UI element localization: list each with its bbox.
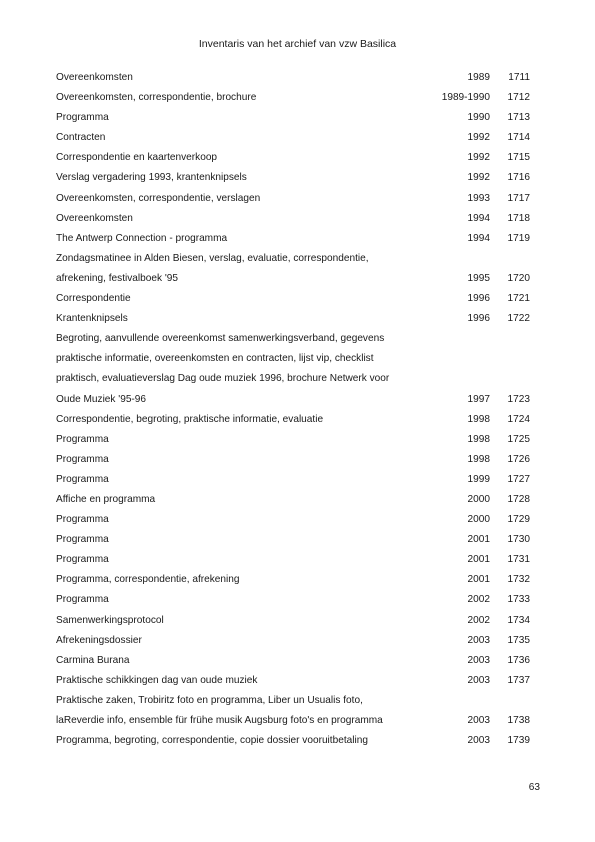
entry-description: Krantenknipsels <box>56 313 128 325</box>
entry-year: 2003 <box>467 674 490 686</box>
entry-description: Programma <box>56 594 109 606</box>
entry-line <box>56 313 530 333</box>
entry-line <box>56 253 530 273</box>
entry-inventory-number: 1722 <box>507 313 530 325</box>
entry-description: Programma <box>56 473 109 485</box>
entry-description: Programma <box>56 554 109 566</box>
entry-line <box>56 655 530 675</box>
inventory-entry <box>56 635 530 655</box>
inventory-entry <box>56 213 530 233</box>
entry-description: laReverdie info, ensemble für frühe musik Augsburg foto's en programma <box>56 715 383 726</box>
entry-line <box>56 474 530 494</box>
entry-year: 1998 <box>467 453 490 465</box>
entry-year: 1994 <box>467 232 490 244</box>
inventory-entry <box>56 514 530 534</box>
entry-description: afrekening, festivalboek '95 <box>56 272 179 284</box>
entry-inventory-number: 1714 <box>507 132 530 144</box>
entry-line <box>56 353 530 373</box>
entry-year: 2002 <box>467 614 490 626</box>
entry-line <box>56 132 530 152</box>
inventory-entry <box>56 193 530 213</box>
entry-inventory-number: 1724 <box>507 413 530 425</box>
inventory-entry <box>56 474 530 494</box>
entry-description: praktisch, evaluatieverslag Dag oude muziek 1996, brochure Netwerk voor <box>56 373 390 385</box>
entry-description: Carmina Burana <box>56 654 130 666</box>
entry-inventory-number: 1721 <box>507 293 530 305</box>
entry-description: Verslag vergadering 1993, krantenknipsels <box>56 172 247 184</box>
entry-inventory-number: 1719 <box>507 232 530 244</box>
entry-inventory-number: 1716 <box>507 172 530 184</box>
entry-description: Programma <box>56 453 109 465</box>
entry-year: 1993 <box>467 192 490 204</box>
entry-inventory-number: 1736 <box>507 654 530 666</box>
entry-year: 1994 <box>467 212 490 224</box>
entry-description: Overeenkomsten <box>56 212 133 224</box>
entry-description: Programma <box>56 112 109 124</box>
entry-line <box>56 293 530 313</box>
entry-description: The Antwerp Connection - programma <box>56 232 228 244</box>
entry-line <box>56 735 530 755</box>
entry-year: 1990 <box>467 112 490 124</box>
entry-line <box>56 193 530 213</box>
entry-inventory-number: 1739 <box>507 735 530 747</box>
entry-description: Zondagsmatinee in Alden Biesen, verslag, evaluatie, correspondentie, <box>56 252 369 264</box>
entry-year: 2003 <box>467 735 490 747</box>
entry-inventory-number: 1730 <box>507 534 530 546</box>
entry-description: Programma, correspondentie, afrekening <box>56 574 240 586</box>
entry-description: Programma <box>56 534 109 546</box>
inventory-entry <box>56 454 530 474</box>
entry-year: 1996 <box>467 313 490 325</box>
entry-description: Praktische schikkingen dag van oude muziek <box>56 674 258 686</box>
entry-inventory-number: 1717 <box>507 192 530 204</box>
inventory-entry <box>56 675 530 695</box>
entry-description: Correspondentie, begroting, praktische informatie, evaluatie <box>56 413 324 425</box>
entry-description: Overeenkomsten <box>56 72 133 83</box>
entry-description: Praktische zaken, Trobiritz foto en programma, Liber un Usualis foto, <box>56 694 363 706</box>
entry-description: Samenwerkingsprotocol <box>56 614 164 626</box>
entry-description: Programma, begroting, correspondentie, copie dossier vooruitbetaling <box>56 735 368 747</box>
inventory-entry <box>56 293 530 313</box>
entry-description: praktische informatie, overeenkomsten en contracten, lijst vip, checklist <box>56 353 374 365</box>
entry-inventory-number: 1718 <box>507 212 530 224</box>
entry-line <box>56 695 530 715</box>
entry-line <box>56 414 530 434</box>
entry-line <box>56 213 530 233</box>
entry-year: 2003 <box>467 715 490 726</box>
inventory-entry <box>56 172 530 192</box>
inventory-entry <box>56 333 530 413</box>
inventory-entry <box>56 233 530 253</box>
entry-line <box>56 434 530 454</box>
entry-inventory-number: 1734 <box>507 614 530 626</box>
entry-year: 1992 <box>467 172 490 184</box>
entry-year: 2000 <box>467 514 490 526</box>
entry-inventory-number: 1725 <box>507 433 530 445</box>
page-number: 63 <box>528 782 540 793</box>
entry-description: Correspondentie <box>56 293 131 305</box>
entry-line <box>56 152 530 172</box>
entry-line <box>56 333 530 353</box>
entry-year: 1989 <box>467 72 490 83</box>
entry-description: Begroting, aanvullende overeenkomst samenwerkingsverband, gegevens <box>56 333 385 345</box>
entry-inventory-number: 1713 <box>507 112 530 124</box>
entry-inventory-number: 1726 <box>507 453 530 465</box>
inventory-entry <box>56 434 530 454</box>
inventory-entry <box>56 554 530 574</box>
inventory-entry <box>56 534 530 554</box>
entry-year: 1996 <box>467 293 490 305</box>
inventory-entry <box>56 132 530 152</box>
entry-inventory-number: 1733 <box>507 594 530 606</box>
entry-year: 1998 <box>467 433 490 445</box>
entry-line <box>56 112 530 132</box>
inventory-entry <box>56 655 530 675</box>
inventory-list <box>56 72 530 755</box>
entry-line <box>56 72 530 92</box>
inventory-entry <box>56 594 530 614</box>
inventory-entry <box>56 695 530 735</box>
entry-inventory-number: 1737 <box>507 674 530 686</box>
entry-line <box>56 594 530 614</box>
entry-line <box>56 514 530 534</box>
page-header: Inventaris van het archief van vzw Basilica <box>198 38 397 50</box>
entry-year: 1989-1990 <box>441 92 490 104</box>
entry-line <box>56 454 530 474</box>
entry-year: 2002 <box>467 594 490 606</box>
entry-description: Affiche en programma <box>56 493 156 505</box>
entry-inventory-number: 1732 <box>507 574 530 586</box>
entry-line <box>56 675 530 695</box>
inventory-entry <box>56 574 530 594</box>
entry-year: 1992 <box>467 132 490 144</box>
inventory-entry <box>56 112 530 132</box>
entry-line <box>56 273 530 293</box>
entry-description: Oude Muziek '95-96 <box>56 393 147 405</box>
entry-line <box>56 574 530 594</box>
entry-description: Programma <box>56 433 109 445</box>
inventory-entry <box>56 152 530 172</box>
entry-year: 2003 <box>467 634 490 646</box>
inventory-entry <box>56 735 530 755</box>
entry-year: 1992 <box>467 152 490 164</box>
inventory-entry <box>56 414 530 434</box>
entry-description: Afrekeningsdossier <box>56 634 142 646</box>
entry-line <box>56 233 530 253</box>
entry-inventory-number: 1723 <box>507 393 530 405</box>
entry-inventory-number: 1731 <box>507 554 530 566</box>
entry-line <box>56 92 530 112</box>
entry-line <box>56 635 530 655</box>
entry-year: 1998 <box>467 413 490 425</box>
entry-description: Programma <box>56 514 109 526</box>
inventory-entry <box>56 72 530 92</box>
entry-year: 2001 <box>467 554 490 566</box>
inventory-entry <box>56 615 530 635</box>
entry-inventory-number: 1728 <box>507 493 530 505</box>
entry-inventory-number: 1712 <box>507 92 530 104</box>
entry-year: 1995 <box>467 272 490 284</box>
entry-description: Overeenkomsten, correspondentie, verslagen <box>56 192 261 204</box>
entry-description: Overeenkomsten, correspondentie, brochure <box>56 92 257 104</box>
inventory-entry <box>56 494 530 514</box>
entry-line <box>56 172 530 192</box>
entry-inventory-number: 1727 <box>507 473 530 485</box>
entry-inventory-number: 1720 <box>507 272 530 284</box>
entry-inventory-number: 1711 <box>508 72 530 83</box>
entry-line <box>56 394 530 414</box>
entry-inventory-number: 1738 <box>507 715 530 726</box>
entry-description: Correspondentie en kaartenverkoop <box>56 152 218 164</box>
entry-year: 2000 <box>467 493 490 505</box>
entry-line <box>56 715 530 735</box>
entry-year: 1999 <box>467 473 490 485</box>
entry-line <box>56 534 530 554</box>
entry-line <box>56 373 530 393</box>
entry-year: 2001 <box>467 534 490 546</box>
inventory-entry <box>56 253 530 293</box>
entry-line <box>56 554 530 574</box>
entry-line <box>56 615 530 635</box>
entry-line <box>56 494 530 514</box>
entry-description: Contracten <box>56 132 106 144</box>
inventory-entry <box>56 92 530 112</box>
entry-year: 2001 <box>467 574 490 586</box>
entry-year: 1997 <box>467 393 490 405</box>
entry-year: 2003 <box>467 654 490 666</box>
entry-inventory-number: 1735 <box>507 634 530 646</box>
entry-inventory-number: 1715 <box>507 152 530 164</box>
inventory-entry <box>56 313 530 333</box>
entry-inventory-number: 1729 <box>507 514 530 526</box>
